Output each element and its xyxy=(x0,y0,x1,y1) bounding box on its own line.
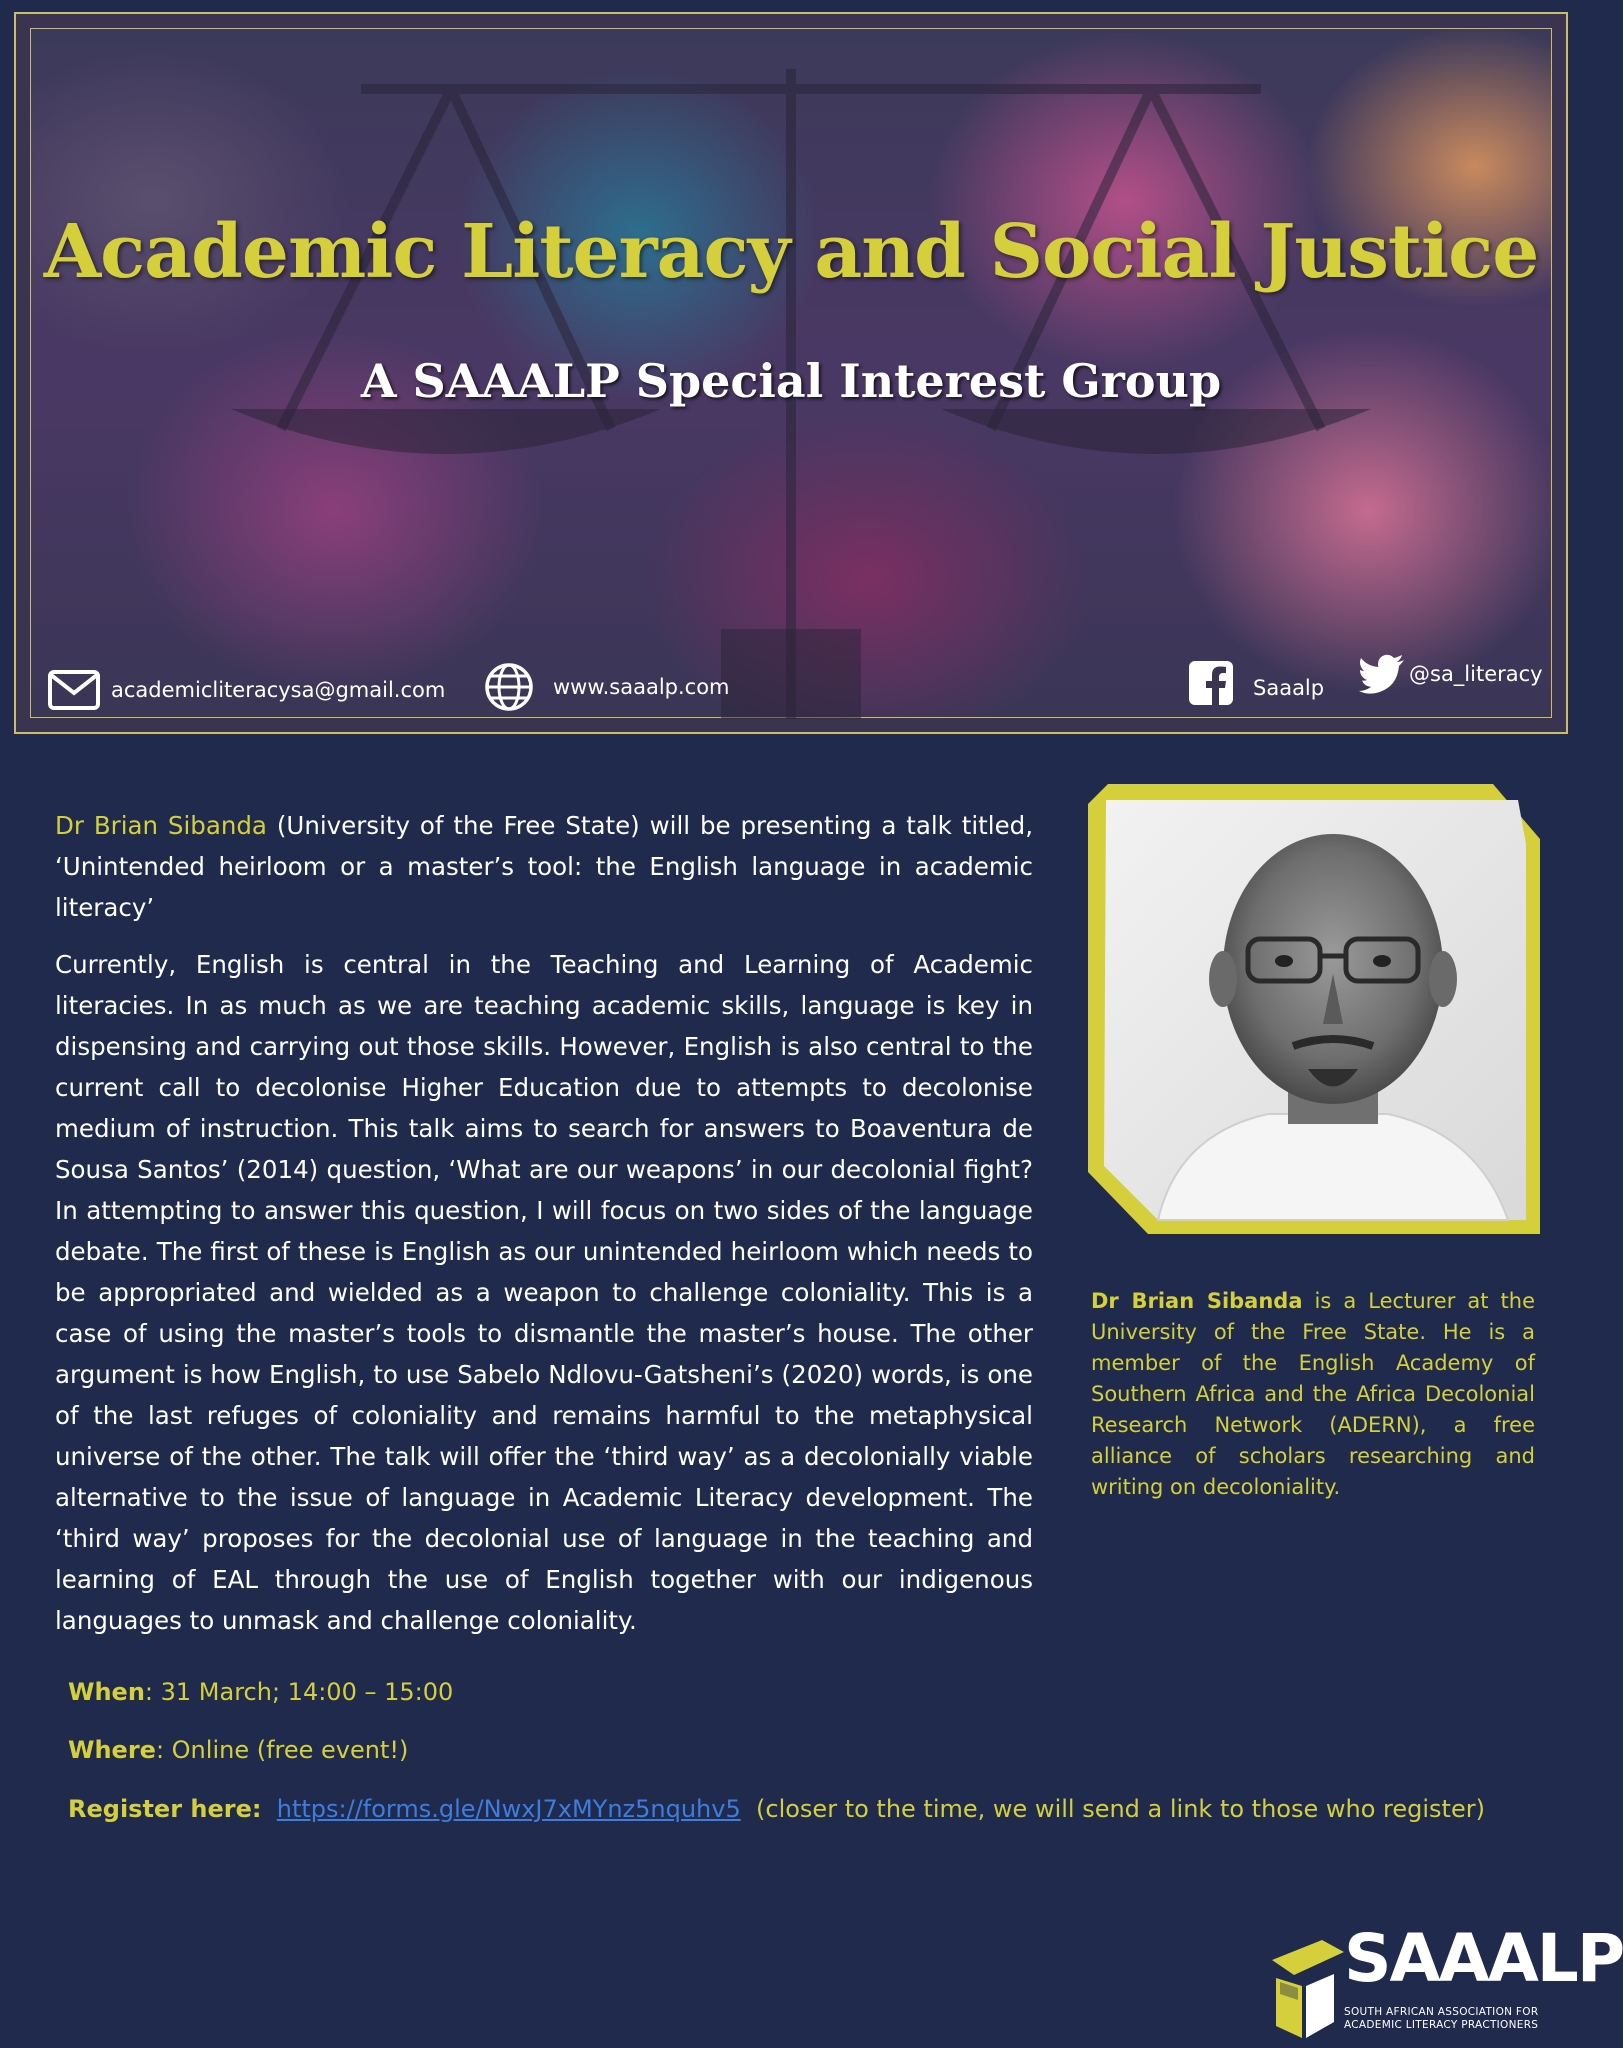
talk-description xyxy=(55,805,1033,1657)
bio-text: is a Lecturer at the University of the Free State. He is a member of the English Academy of Southern Africa and the Africa Decolonial Research Network (ADERN), a free alliance of scholars researching and writing on decoloniality. xyxy=(1091,1289,1535,1499)
email-text: academicliteracysa@gmail.com xyxy=(111,678,446,702)
where-label: Where xyxy=(68,1736,156,1764)
speaker-photo-frame xyxy=(1088,784,1540,1234)
bio-name: Dr Brian Sibanda xyxy=(1091,1289,1303,1313)
logo-name: SAAALP xyxy=(1344,1920,1623,1997)
envelope-icon xyxy=(47,669,101,711)
speaker-name: Dr Brian Sibanda xyxy=(55,811,267,840)
register-colon: : xyxy=(251,1795,262,1823)
intro-paragraph xyxy=(55,805,1033,928)
website-contact[interactable] xyxy=(483,661,730,713)
register-label: Register here xyxy=(68,1795,252,1823)
banner-subtitle: A SAAALP Special Interest Group xyxy=(360,354,1222,408)
twitter-icon xyxy=(1359,655,1405,693)
globe-icon xyxy=(483,661,535,713)
when-label: When xyxy=(68,1678,145,1706)
banner-background xyxy=(30,28,1552,718)
email-contact[interactable] xyxy=(47,669,445,711)
twitter-text: @sa_literacy xyxy=(1409,662,1543,686)
logo-subtitle xyxy=(1344,2006,1538,2032)
where-value: : Online (free event!) xyxy=(155,1736,409,1764)
abstract-paragraph: Currently, English is central in the Teaching and Learning of Academic literacies. In as much as we are teaching academic skills, language is key in dispensing and carrying out those skills. However, English is also central to the current call to decolonise Higher Education due to attempts to decolonise medium of instruction. This talk aims to search for answers to Boaventura de Sousa Santos’ (2014) question, ‘What are our weapons’ in our decolonial fight? In attempting to answer this question, I will focus on two sides of the language debate. The first of these is English as our unintended heirloom which needs to be appropriated and wielded as a weapon to challenge coloniality. This is a case of using the master’s tools to dismantle the master’s house. The other argument is how English, to use Sabelo Ndlovu-Gatsheni’s (2020) words, is one of the last refuges of coloniality and remains harmful to the metaphysical universe of the other. The talk will offer the ‘third way’ as a decolonially viable alternative to the issue of language in Academic Literacy development. The ‘third way’ proposes for the decolonial use of language in the teaching and learning of EAL through the use of English together with our indigenous languages to unmask and challenge coloniality. xyxy=(55,950,1033,1635)
speaker-bio xyxy=(1091,1286,1535,1503)
event-where xyxy=(68,1736,408,1764)
saaalp-logo xyxy=(1262,1920,1623,2045)
logo-subtitle-line2: ACADEMIC LITERACY PRACTIONERS xyxy=(1344,2019,1539,2031)
facebook-icon xyxy=(1189,661,1233,705)
twitter-contact[interactable] xyxy=(1359,655,1543,693)
facebook-contact[interactable] xyxy=(1189,661,1324,705)
register-note: (closer to the time, we will send a link to those who register) xyxy=(756,1795,1485,1823)
when-value: : 31 March; 14:00 – 15:00 xyxy=(144,1678,454,1706)
facebook-text: Saaalp xyxy=(1253,676,1325,700)
header-banner xyxy=(14,12,1568,734)
register-link[interactable]: https://forms.gle/NwxJ7xMYnz5nquhv5 xyxy=(276,1795,741,1823)
banner-title: Academic Literacy and Social Justice xyxy=(43,209,1539,295)
logo-subtitle-line1: SOUTH AFRICAN ASSOCIATION FOR xyxy=(1344,2006,1539,2018)
event-register xyxy=(68,1795,1485,1823)
speaker-photo xyxy=(1088,784,1540,1234)
logo-mark-icon xyxy=(1262,1920,1344,2045)
event-when xyxy=(68,1678,453,1706)
intro-text: (University of the Free State) will be presenting a talk titled, ‘Unintended heirloom or a master’s tool: the English language in academic literacy’ xyxy=(55,811,1033,922)
website-text: www.saaalp.com xyxy=(553,675,730,699)
